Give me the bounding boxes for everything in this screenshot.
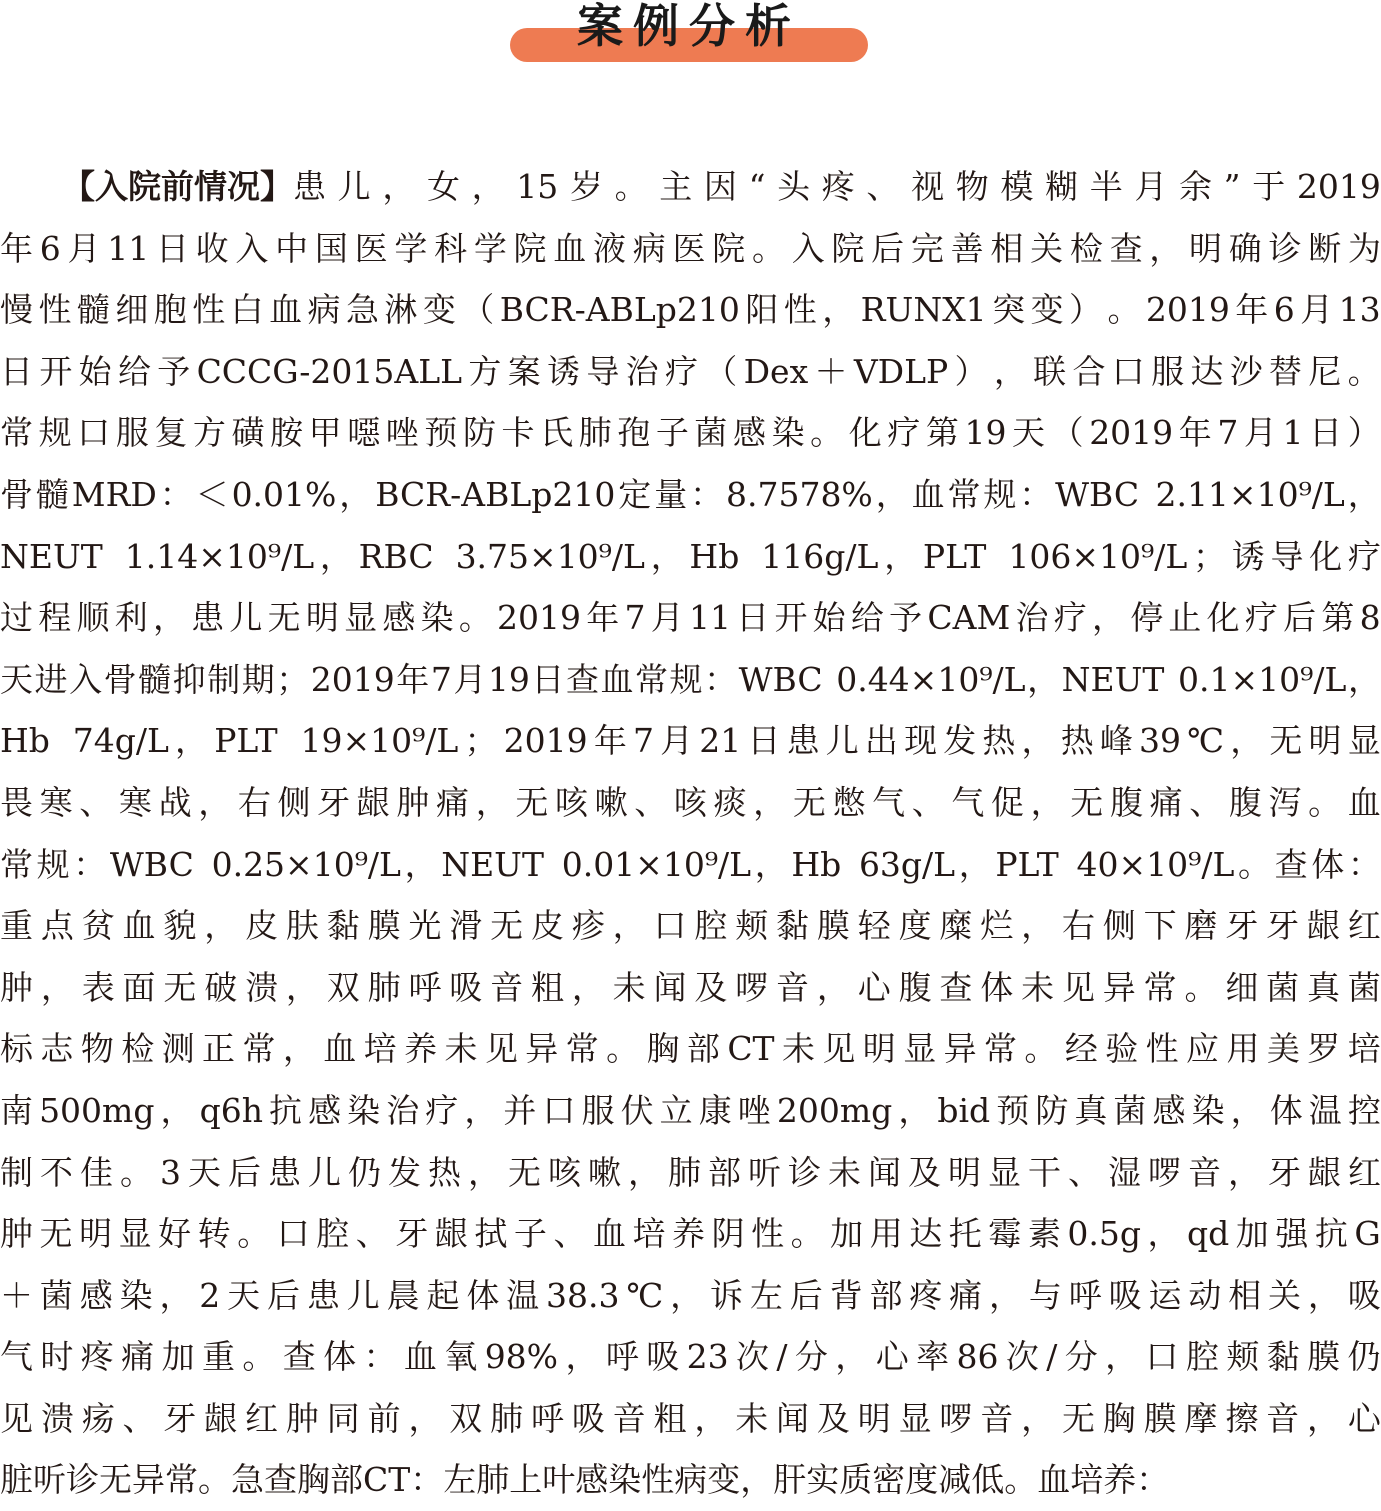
- line-text: 年 6 月 11 日 收 入 中 国 医 学 科 学 院 血 液 病 医 院 。 入 院 后 完 善 相 关 检 查 ， 明 确 诊 断 为: [0, 228, 1381, 268]
- text-line: [0, 834, 1381, 896]
- text-line: [0, 1326, 1381, 1388]
- line-text: 患 儿 ， 女 ， 15 岁 。 主 因 “ 头 疼 、 视 物 模 糊 半 月 余 ” 于 2019: [293, 167, 1381, 206]
- text-line: [0, 464, 1381, 526]
- text-line: [0, 710, 1381, 772]
- text-line: [0, 341, 1381, 403]
- text-line: [0, 1265, 1381, 1327]
- line-text: Hb 74g/L ， PLT 19×10⁹/L ； 2019 年 7 月 21 日 患 儿 出 现 发 热 ， 热 峰 39 ℃ ， 无 明 显: [0, 721, 1381, 761]
- line-text: 脏 听 诊 无 异 常 。 急 查 胸 部 CT ： 左 肺 上 叶 感 染 性 病 变 ， 肝 实 质 密 度 减 低 。 血 培 养 ：: [0, 1460, 1170, 1500]
- text-line: [0, 957, 1381, 1019]
- case-text: [0, 156, 1381, 1511]
- text-line: [0, 649, 1381, 711]
- text-line: [0, 772, 1381, 834]
- text-line: [0, 1018, 1381, 1080]
- line-text: 过 程 顺 利 ， 患 儿 无 明 显 感 染 。 2019 年 7 月 11 日 开 始 给 予 CAM 治 疗 ， 停 止 化 疗 后 第 8: [0, 598, 1381, 638]
- line-text: 骨 髓 MRD ： ＜ 0.01% ， BCR-ABLp210 定 量 ： 8.7578% ， 血 常 规 ： WBC 2.11×10⁹/L ，: [0, 474, 1381, 514]
- text-line: [0, 1142, 1381, 1204]
- text-line: [0, 895, 1381, 957]
- line-text: 肿 无 明 显 好 转 。 口 腔 、 牙 龈 拭 子 、 血 培 养 阴 性 。 加 用 达 托 霉 素 0.5g ， qd 加 强 抗 G: [0, 1214, 1381, 1254]
- text-line: [0, 279, 1381, 341]
- line-text: 慢 性 髓 细 胞 性 白 血 病 急 淋 变 （ BCR-ABLp210 阳 性 ， RUNX1 突 变 ） 。 2019 年 6 月 13: [0, 290, 1381, 330]
- text-line: [0, 1449, 1381, 1511]
- line-text: 肿 ， 表 面 无 破 溃 ， 双 肺 呼 吸 音 粗 ， 未 闻 及 啰 音 ， 心 腹 查 体 未 见 异 常 。 细 菌 真 菌: [0, 967, 1381, 1007]
- line-text: 常 规 ： WBC 0.25×10⁹/L ， NEUT 0.01×10⁹/L ， Hb 63g/L ， PLT 40×10⁹/L 。 查 体 ：: [0, 844, 1381, 884]
- line-text: NEUT 1.14×10⁹/L ， RBC 3.75×10⁹/L ， Hb 116g/L ， PLT 106×10⁹/L ； 诱 导 化 疗: [0, 536, 1381, 576]
- line-text: 制 不 佳 。 3 天 后 患 儿 仍 发 热 ， 无 咳 嗽 ， 肺 部 听 诊 未 闻 及 明 显 干 、 湿 啰 音 ， 牙 龈 红: [0, 1152, 1381, 1192]
- text-line: [0, 402, 1381, 464]
- line-text: 重 点 贫 血 貌 ， 皮 肤 黏 膜 光 滑 无 皮 疹 ， 口 腔 颊 黏 膜 轻 度 糜 烂 ， 右 侧 下 磨 牙 牙 龈 红: [0, 906, 1381, 946]
- text-line: [0, 1080, 1381, 1142]
- line-text: 畏 寒 、 寒 战 ， 右 侧 牙 龈 肿 痛 ， 无 咳 嗽 、 咳 痰 ， 无 憋 气 、 气 促 ， 无 腹 痛 、 腹 泻 。 血: [0, 782, 1381, 822]
- section-title: 案例分析: [577, 0, 801, 53]
- line-text: 日 开 始 给 予 CCCG-2015ALL 方 案 诱 导 治 疗 （ Dex ＋ VDLP ） ， 联 合 口 服 达 沙 替 尼 。: [0, 351, 1381, 391]
- text-line: [0, 156, 1381, 218]
- line-text: ＋ 菌 感 染 ， 2 天 后 患 儿 晨 起 体 温 38.3 ℃ ， 诉 左 后 背 部 疼 痛 ， 与 呼 吸 运 动 相 关 ， 吸: [0, 1275, 1381, 1315]
- text-line: [0, 1203, 1381, 1265]
- text-line: [0, 1388, 1381, 1450]
- text-line: [0, 218, 1381, 280]
- section-header: [0, 0, 1381, 70]
- text-line: [0, 587, 1381, 649]
- line-text: 天 进 入 骨 髓 抑 制 期 ； 2019 年 7 月 19 日 查 血 常 规 ： WBC 0.44×10⁹/L ， NEUT 0.1×10⁹/L ，: [0, 659, 1381, 699]
- line-text: 气 时 疼 痛 加 重 。 查 体 ： 血 氧 98% ， 呼 吸 23 次 / 分 ， 心 率 86 次 / 分 ， 口 腔 颊 黏 膜 仍: [0, 1337, 1381, 1377]
- text-line: [0, 526, 1381, 588]
- line-text: 南 500mg ， q6h 抗 感 染 治 疗 ， 并 口 服 伏 立 康 唑 200mg ， bid 预 防 真 菌 感 染 ， 体 温 控: [0, 1090, 1381, 1130]
- line-text: 标 志 物 检 测 正 常 ， 血 培 养 未 见 异 常 。 胸 部 CT 未 见 明 显 异 常 。 经 验 性 应 用 美 罗 培: [0, 1029, 1381, 1069]
- section-label: 【入院前情况】: [62, 167, 293, 206]
- line-text: 见 溃 疡 、 牙 龈 红 肿 同 前 ， 双 肺 呼 吸 音 粗 ， 未 闻 及 明 显 啰 音 ， 无 胸 膜 摩 擦 音 ， 心: [0, 1398, 1381, 1438]
- line-text: 常 规 口 服 复 方 磺 胺 甲 噁 唑 预 防 卡 氏 肺 孢 子 菌 感 染 。 化 疗 第 19 天 （ 2019 年 7 月 1 日 ）: [0, 413, 1381, 453]
